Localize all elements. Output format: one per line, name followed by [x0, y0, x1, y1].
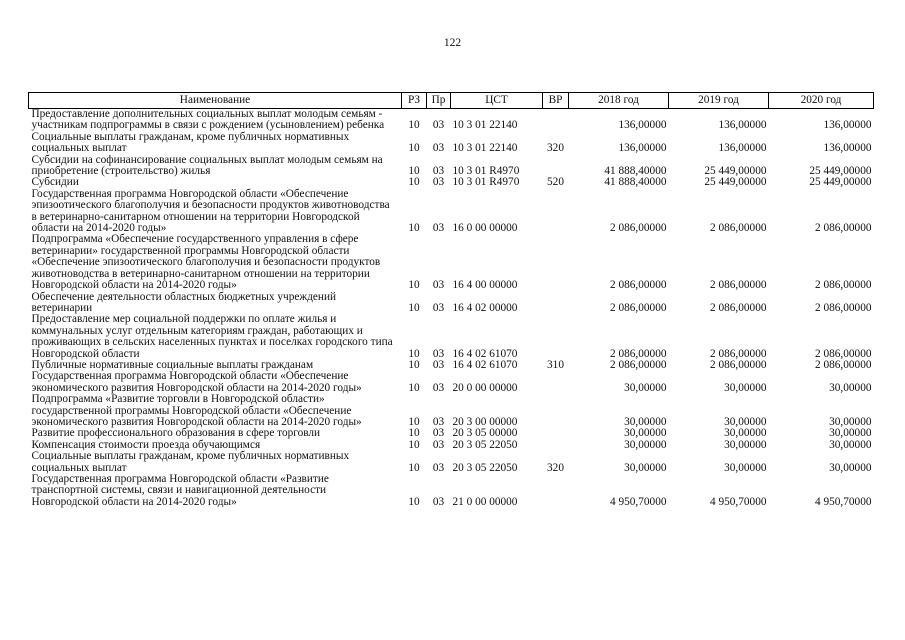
row-vr [543, 371, 569, 394]
row-rz: 10 [408, 461, 420, 474]
header-2018: 2018 год [569, 93, 669, 109]
row-cst: 10 3 01 22140 [452, 119, 518, 132]
table-row [29, 234, 874, 291]
row-2019: 136,00000 [718, 119, 767, 132]
row-cst: 16 4 02 61070 [452, 358, 518, 371]
row-rz: 10 [408, 119, 420, 132]
row-vr: 320 [547, 142, 564, 155]
table-row [29, 394, 874, 428]
row-2019: 2 086,00000 [710, 301, 767, 314]
row-2019: 30,00000 [724, 438, 767, 451]
row-rz: 10 [408, 347, 420, 360]
row-2018: 136,00000 [618, 142, 667, 155]
row-name: Компенсация стоимости проезда обучающимся [31, 438, 261, 451]
row-2020: 30,00000 [829, 438, 872, 451]
row-rz: 10 [408, 358, 420, 371]
row-cst: 16 0 00 00000 [452, 222, 518, 235]
row-cst: 20 3 05 22050 [452, 461, 518, 474]
row-vr: 520 [547, 176, 564, 189]
header-rz: РЗ [402, 93, 427, 109]
row-rz: 10 [408, 438, 420, 451]
row-2020: 2 086,00000 [815, 279, 872, 292]
row-cst: 16 4 02 61070 [452, 347, 518, 360]
row-2019: 25 449,00000 [704, 176, 767, 189]
row-2020: 25 449,00000 [809, 165, 872, 178]
row-name: Субсидии [31, 176, 79, 189]
row-2019: 136,00000 [718, 142, 767, 155]
row-vr [543, 234, 569, 291]
row-rz: 10 [408, 279, 420, 292]
row-vr [543, 155, 569, 178]
row-pr: 03 [432, 176, 445, 189]
row-vr [543, 474, 569, 508]
row-2019: 2 086,00000 [710, 279, 767, 292]
row-pr: 03 [432, 415, 445, 428]
page-number: 122 [443, 37, 462, 49]
row-2019: 25 449,00000 [704, 165, 767, 178]
header-cst: ЦСТ [451, 93, 543, 109]
row-rz: 10 [408, 222, 420, 235]
header-vr: ВР [543, 93, 569, 109]
row-cst: 20 3 05 00000 [452, 427, 518, 440]
row-2018: 41 888,40000 [604, 165, 667, 178]
row-pr: 03 [432, 358, 445, 371]
row-2018: 2 086,00000 [610, 222, 667, 235]
row-name: Обеспечение деятельности областных бюджетных учреждений ветеринарии [31, 290, 337, 314]
header-pr: Пр [427, 93, 451, 109]
table-row [29, 474, 874, 508]
row-cst: 16 4 00 00000 [452, 279, 518, 292]
row-2020: 2 086,00000 [815, 301, 872, 314]
row-vr [543, 292, 569, 315]
header-2020: 2020 год [769, 93, 874, 109]
row-rz: 10 [408, 142, 420, 155]
row-2020: 30,00000 [829, 415, 872, 428]
row-vr [543, 428, 569, 439]
row-cst: 20 0 00 00000 [452, 381, 518, 394]
row-2019: 30,00000 [724, 461, 767, 474]
row-2020: 30,00000 [829, 427, 872, 440]
row-rz: 10 [408, 427, 420, 440]
row-2018: 2 086,00000 [610, 358, 667, 371]
table-row [29, 371, 874, 394]
table-row [29, 314, 874, 360]
row-pr: 03 [432, 279, 445, 292]
row-vr [543, 440, 569, 451]
row-name: Государственная программа Новгородской области «Обеспечение эпизоотического благополучия и безопасности продуктов животноводства в ветеринарно-санитарном отношении на территории Новгородской области на 2014-2020 годы» [31, 187, 390, 235]
row-pr: 03 [432, 142, 445, 155]
row-vr [543, 189, 569, 235]
row-2020: 30,00000 [829, 381, 872, 394]
row-vr [543, 314, 569, 360]
row-2019: 30,00000 [724, 427, 767, 440]
row-name: Публичные нормативные социальные выплаты гражданам [31, 358, 314, 371]
row-name: Субсидии на софинансирование социальных выплат молодым семьям на приобретение (строительство) жилья [31, 153, 383, 178]
row-2018: 2 086,00000 [610, 301, 667, 314]
row-2018: 30,00000 [624, 415, 667, 428]
row-2018: 4 950,70000 [610, 495, 667, 508]
row-pr: 03 [432, 301, 445, 314]
row-2020: 4 950,70000 [815, 495, 872, 508]
header-name: Наименование [29, 93, 402, 109]
row-pr: 03 [432, 347, 445, 360]
row-name: Подпрограмма «Развитие торговли в Новгородской области» государственной программы Новгородской области «Обеспечение экономического развития Новгородской области на 2014-2020 годы» [31, 393, 362, 428]
row-rz: 10 [408, 495, 420, 508]
row-name: Государственная программа Новгородской области «Развитие транспортной системы, связи и навигационной деятельности Новгородской области на 2014-2020 годы» [31, 473, 329, 508]
row-2018: 2 086,00000 [610, 347, 667, 360]
row-vr: 320 [547, 461, 564, 474]
row-cst: 20 3 00 00000 [452, 415, 518, 428]
row-name: Предоставление мер социальной поддержки по оплате жилья и коммунальных услуг отдельным категориям граждан, работающих и проживающих в сельских населенных пунктах и поселках городского типа Новгородской области [31, 313, 393, 360]
row-2020: 2 086,00000 [815, 358, 872, 371]
row-2020: 2 086,00000 [815, 222, 872, 235]
row-2019: 2 086,00000 [710, 347, 767, 360]
row-name: Развитие профессионального образования в сфере торговли [31, 427, 321, 440]
row-name: Государственная программа Новгородской области «Обеспечение экономического развития Новгородской области на 2014-2020 годы» [31, 370, 362, 394]
row-2020: 25 449,00000 [809, 176, 872, 189]
row-vr: 310 [547, 358, 564, 371]
table-row [29, 155, 874, 178]
table-row [29, 189, 874, 235]
row-pr: 03 [432, 461, 445, 474]
row-2020: 2 086,00000 [815, 347, 872, 360]
table-row [29, 132, 874, 155]
row-2018: 30,00000 [624, 438, 667, 451]
table-row [29, 109, 874, 132]
row-vr [543, 394, 569, 428]
row-name: Подпрограмма «Обеспечение государственного управления в сфере ветеринарии» государственной программы Новгородской области «Обеспечение эпизоотического благополучия и безопасности продуктов животноводства в ветеринарно-санитарном отношении на территории Новгородской области на 2014-2020 годы» [31, 233, 381, 292]
row-2019: 30,00000 [724, 415, 767, 428]
row-cst: 10 3 01 R4970 [452, 165, 520, 178]
row-rz: 10 [408, 415, 420, 428]
row-vr [543, 109, 569, 132]
row-cst: 20 3 05 22050 [452, 438, 518, 451]
row-2018: 41 888,40000 [604, 176, 667, 189]
row-rz: 10 [408, 165, 420, 178]
row-name: Социальные выплаты гражданам, кроме публичных нормативных социальных выплат [31, 130, 350, 155]
row-2018: 30,00000 [624, 381, 667, 394]
row-cst: 10 3 01 22140 [452, 142, 518, 155]
row-cst: 21 0 00 00000 [452, 495, 518, 508]
row-pr: 03 [432, 222, 445, 235]
row-name: Предоставление дополнительных социальных выплат молодым семьям - участникам подпрограммы в связи с рождением (усыновлением) ребенка [31, 108, 385, 132]
row-2020: 30,00000 [829, 461, 872, 474]
row-rz: 10 [408, 301, 420, 314]
row-2018: 136,00000 [618, 119, 667, 132]
row-cst: 16 4 02 00000 [452, 301, 518, 314]
row-2019: 4 950,70000 [710, 495, 767, 508]
row-2019: 2 086,00000 [710, 358, 767, 371]
row-2020: 136,00000 [823, 119, 872, 132]
row-pr: 03 [432, 381, 445, 394]
row-2019: 2 086,00000 [710, 222, 767, 235]
table-row [29, 451, 874, 474]
row-pr: 03 [432, 427, 445, 440]
row-pr: 03 [432, 495, 445, 508]
row-rz: 10 [408, 381, 420, 394]
table-header-row [29, 93, 874, 109]
budget-table [28, 92, 874, 508]
row-rz: 10 [408, 176, 420, 189]
row-2018: 30,00000 [624, 461, 667, 474]
row-cst: 10 3 01 R4970 [452, 176, 520, 189]
row-2018: 30,00000 [624, 427, 667, 440]
row-pr: 03 [432, 438, 445, 451]
row-2020: 136,00000 [823, 142, 872, 155]
header-2019: 2019 год [669, 93, 769, 109]
table-row [29, 292, 874, 315]
row-name: Социальные выплаты гражданам, кроме публичных нормативных социальных выплат [31, 450, 350, 474]
row-2019: 30,00000 [724, 381, 767, 394]
row-pr: 03 [432, 119, 445, 132]
row-2018: 2 086,00000 [610, 279, 667, 292]
row-pr: 03 [432, 165, 445, 178]
